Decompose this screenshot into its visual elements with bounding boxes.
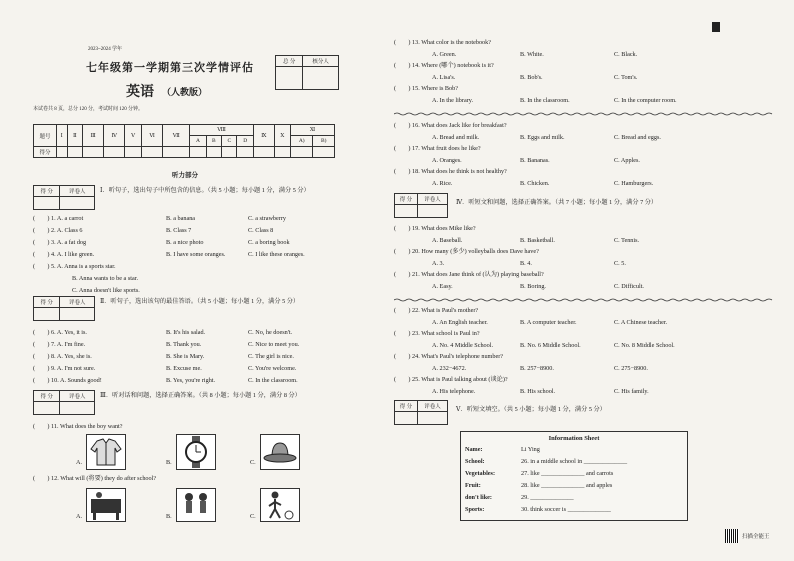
q2: ( ) 2. A. Class 6: [33, 227, 83, 234]
q9: ( ) 9. A. I'm not sure.: [33, 365, 96, 372]
information-sheet: Information Sheet Name: Li Ying School: 26. in a middle school in ______________ Vegetables: 27. like ______________ and carrots Fruit: 28. like ______________ and apples don't like: 29. ______________ Sports: 30. think soccer is ______________: [460, 431, 688, 521]
soccer-picture: [260, 488, 300, 522]
q18: ( ) 18. What does he think is not healthy?: [394, 168, 507, 175]
score-row-label: 得分: [34, 147, 57, 158]
blank-26: 26. in a middle school in ______________: [521, 458, 628, 465]
q23: ( ) 23. What school is Paul in?: [394, 330, 480, 337]
part5-title: Ⅴ．听短文填空。（共 5 小题；每小题 1 分，满分 5 分）: [456, 406, 606, 413]
q5: ( ) 5. A. Anna is a sports star.: [33, 263, 116, 270]
q6: ( ) 6. A. Yes, it is.: [33, 329, 87, 336]
total-label: 总 分: [276, 56, 303, 67]
info-value-name: Li Ying: [521, 446, 540, 453]
q22: ( ) 22. What is Paul's mother?: [394, 307, 479, 314]
q15: ( ) 15. Where is Bob?: [394, 85, 458, 92]
piano-picture: [86, 488, 126, 522]
separator-wave-2: [394, 298, 774, 302]
jacket-picture: [86, 434, 126, 470]
part3-title: Ⅲ．听对话和问题，选择正确答案。（共 8 小题；每小题 1 分，满分 8 分）: [100, 392, 301, 399]
school-year: 2023~2024 学年: [88, 47, 122, 52]
q4: ( ) 4. A. I like green.: [33, 251, 95, 258]
q11: ( ) 11. What does the boy want?: [33, 423, 123, 430]
part4-title: Ⅳ．听短文和问题，选择正确答案。（共 7 小题；每小题 1 分，满分 7 分）: [456, 199, 658, 206]
q13: ( ) 13. What color is the notebook?: [394, 39, 491, 46]
q19: ( ) 19. What does Mike like?: [394, 225, 476, 232]
q21: ( ) 21. What does Jane think of (认为) playing baseball?: [394, 271, 544, 278]
q25: ( ) 25. What is Paul talking about (谈论)?: [394, 376, 508, 383]
q1: ( ) 1. A. a carrot: [33, 215, 84, 222]
qr-code: [725, 529, 739, 543]
q24: ( ) 24. What's Paul's telephone number?: [394, 353, 503, 360]
edition-label: （人教版）: [162, 88, 208, 98]
grader-box-1: 得 分 评卷人: [33, 185, 95, 210]
blank-30: 30. think soccer is ______________: [521, 506, 611, 513]
listening-section-label: 听力部分: [172, 171, 198, 179]
q16: ( ) 16. What does Jack like for breakfast?: [394, 122, 507, 129]
grader-box-5: 得 分 评卷人: [394, 400, 448, 425]
q20: ( ) 20. How many (多少) volleyballs does Dave have?: [394, 248, 539, 255]
separator-wave-1: [394, 112, 774, 116]
left-page: 2023~2024 学年 七年级第一学期第三次学情评估 英语 （人教版） 本试卷共 8 页，总分 120 分，考试时间 120 分钟。 总 分 核分人 题号 Ⅰ Ⅱ Ⅲ Ⅳ Ⅴ Ⅵ Ⅶ Ⅷ Ⅸ Ⅹ Ⅺ A B C D A) B) 得分 听力部分 得 分 评卷人 Ⅰ．听句子，选出句子中所包含的信息。（共 5 小题；每小题 1 分，满分 5 分） ( ) 1. A. a carrot B. a banana C. a strawberry ( ) 2. A. Class 6 B. Class 7 C. Class 8 ( ) 3. A. a fat dog B. a nice photo C. a boring book ( ) 4. A. I like green. B. I have some oranges. C. I like these oranges. ( ) 5. A. Anna is a sports star. B. Anna wants to be a star. C. Anna doesn't like sports. 得 分 评卷人 Ⅱ．听句子，选出该句的最佳答语。（共 5 小题；每小题 1 分，满分 5 分） ( ) 6. A. Yes, it is. B. It's his salad. C. No, he doesn't. ( ) 7. A. I'm fine. B. Thank you. C. Nice to meet you. ( ) 8. A. Yes, she is. B. She is Mary. C. The girl is nice. ( ) 9. A. I'm not sure. B. Excuse me. C. You're welcome. ( ) 10. A. Sounds good! B. Yes, you're right. C. In the classroom. 得 分 评卷人 Ⅲ．听对话和问题，选择正确答案。（共 8 小题；每小题 1 分，满分 8 分） ( ) 11. What does the boy want? A. B. C. ( ) 12. What will (将要) they do after school? A. B. C.: [0, 0, 392, 561]
score-table: 题号 Ⅰ Ⅱ Ⅲ Ⅳ Ⅴ Ⅵ Ⅶ Ⅷ Ⅸ Ⅹ Ⅺ A B C D A) B) 得分: [33, 124, 335, 158]
part2-title: Ⅱ．听句子，选出该句的最佳答语。（共 5 小题；每小题 1 分，满分 5 分）: [100, 298, 300, 305]
q7: ( ) 7. A. I'm fine.: [33, 341, 86, 348]
q14: ( ) 14. Where (哪个) notebook is it?: [394, 62, 494, 69]
q17: ( ) 17. What fruit does he like?: [394, 145, 481, 152]
part1-title: Ⅰ．听句子，选出句子中所包含的信息。（共 5 小题；每小题 1 分，满分 5 分）: [100, 187, 310, 194]
hat-picture: [260, 434, 300, 470]
blank-27: 27. like ______________ and carrots: [521, 470, 614, 477]
grader-box-3: 得 分 评卷人: [33, 390, 95, 415]
score-table-head: 题号: [34, 125, 57, 147]
checker-label: 核分人: [303, 56, 339, 67]
exam-title: 七年级第一学期第三次学情评估: [86, 61, 254, 74]
watch-picture: [176, 434, 216, 470]
q8: ( ) 8. A. Yes, she is.: [33, 353, 92, 360]
q10: ( ) 10. A. Sounds good!: [33, 377, 102, 384]
subject-title: 英语: [126, 84, 154, 100]
scanner-watermark: 扫描全能王: [742, 534, 770, 540]
info-sheet-title: Information Sheet: [548, 435, 600, 442]
q3: ( ) 3. A. a fat dog: [33, 239, 87, 246]
children-picture: [176, 488, 216, 522]
exam-info: 本试卷共 8 页，总分 120 分，考试时间 120 分钟。: [33, 107, 144, 112]
right-page: ( ) 13. What color is the notebook? A. Green. B. White. C. Black. ( ) 14. Where (哪个) notebook is it? A. Lisa's. B. Bob's. C. Tom's. ( ) 15. Where is Bob? A. In the library. B. In the classroom. C. In the computer room. ( ) 16. What does Jack like for breakfast? A. Bread and milk. B. Eggs and milk. C. Bread and eggs. ( ) 17. What fruit does he like? A. Oranges. B. Bananas. C. Apples. ( ) 18. What does he think is not healthy? A. Rice. B. Chicken. C. Hamburgers. 得 分 评卷人 Ⅳ．听短文和问题，选择正确答案。（共 7 小题；每小题 1 分，满分 7 分） ( ) 19. What does Mike like? A. Baseball. B. Basketball. C. Tennis. ( ) 20. How many (多少) volleyballs does Dave have? A. 3. B. 4. C. 5. ( ) 21. What does Jane think of (认为) playing baseball? A. Easy. B. Boring. C. Difficult. ( ) 22. What is Paul's mother? A. An English teacher. B. A computer teacher. C. A Chinese teacher. ( ) 23. What school is Paul in? A. No. 4 Middle School. B. No. 6 Middle School. C. No. 8 Middle School. ( ) 24. What's Paul's telephone number? A. 232−4672. B. 257−8900. C. 275−8900. ( ) 25. What is Paul talking about (谈论)? A. His telephone. B. His school. C. His family. 得 分 评卷人 Ⅴ．听短文填空。（共 5 小题；每小题 1 分，满分 5 分） Information Sheet Name: Li Ying School: 26. in a middle school in ______________ Vegetables: 27. like ______________ and carrots Fruit: 28. like ______________ and apples don't like: 29. ______________ Sports: 30. think soccer is ______________ 扫描全能王: [392, 0, 794, 561]
info-label-name: Name:: [465, 446, 483, 453]
blank-28: 28. like ______________ and apples: [521, 482, 613, 489]
grader-box-4: 得 分 评卷人: [394, 193, 448, 218]
q12: ( ) 12. What will (将要) they do after school?: [33, 475, 157, 482]
corner-mark: [712, 22, 720, 32]
total-score-box: [275, 55, 339, 90]
blank-29: 29. ______________: [521, 494, 574, 501]
grader-box-2: 得 分 评卷人: [33, 296, 95, 321]
